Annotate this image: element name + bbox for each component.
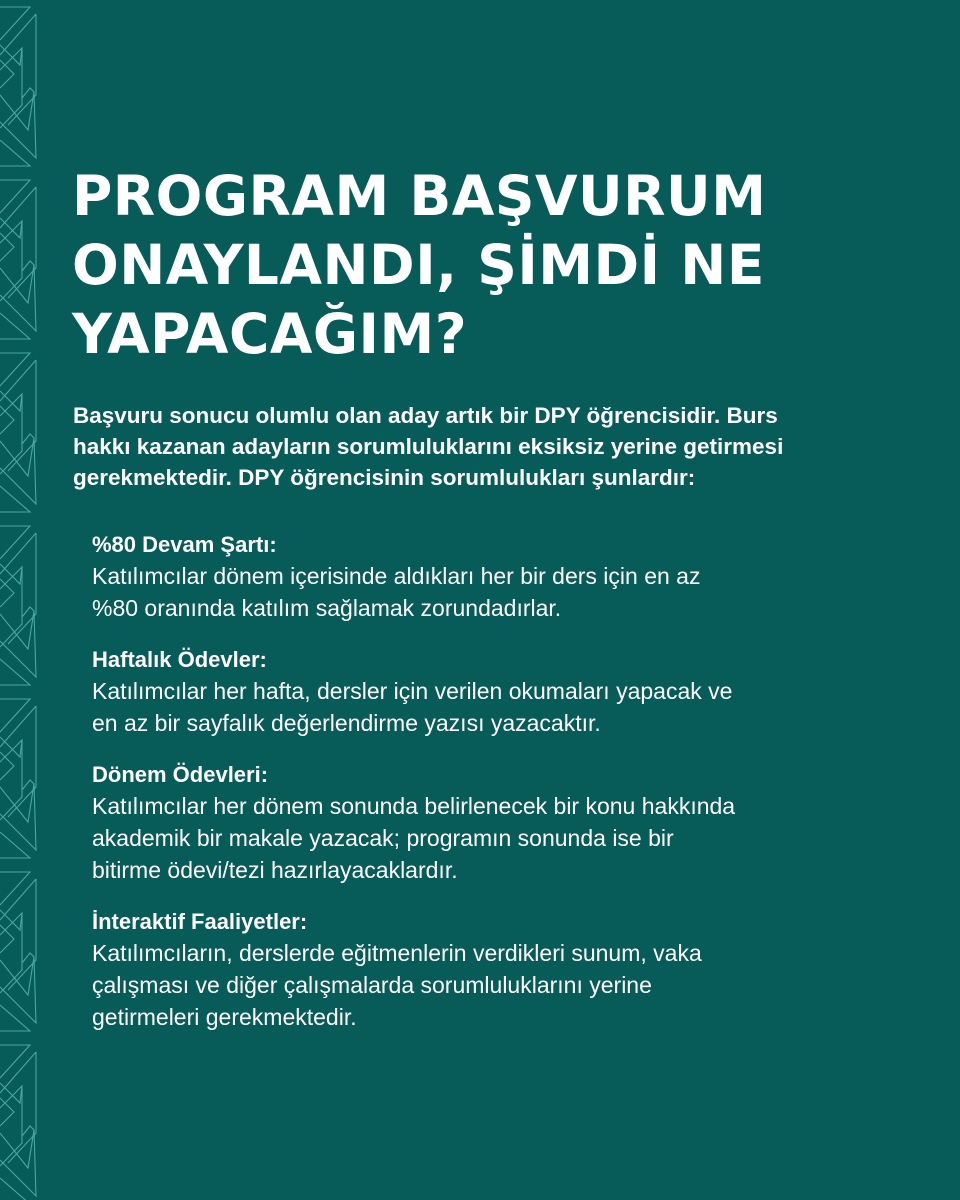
section-attendance [92,529,912,624]
section-title: Dönem Ödevleri: [92,762,269,787]
section-text: Katılımcılar dönem içerisinde aldıkları her bir ders için en az [92,563,701,589]
section-text: Katılımcıların, derslerde eğitmenlerin verdikleri sunum, vaka [92,940,702,966]
page-title [72,162,892,369]
title-line: YAPACAĞIM? [72,302,468,366]
section-text: çalışması ve diğer çalışmalarda sorumluluklarını yerine [92,972,652,998]
section-text: akademik bir makale yazacak; programın sonunda ise bir [92,825,674,851]
section-weekly-assignments [92,644,912,739]
section-text: Katılımcılar her hafta, dersler için verilen okumaları yapacak ve [92,678,733,704]
title-line: ONAYLANDI, ŞİMDİ NE [72,233,765,297]
section-title: İnteraktif Faaliyetler: [92,909,308,934]
section-interactive-activities [92,906,912,1033]
intro-line: gerekmektedir. DPY öğrencisinin sorumlulukları şunlardır: [73,465,696,490]
section-text: bitirme ödevi/tezi hazırlayacaklardır. [92,857,458,883]
section-title: Haftalık Ödevler: [92,647,267,672]
intro-line: hakkı kazanan adayların sorumluluklarını eksiksiz yerine getirmesi [73,434,784,459]
section-text: getirmeleri gerekmektedir. [92,1004,357,1030]
geometric-border-pattern [0,0,40,1200]
intro-line: Başvuru sonucu olumlu olan aday artık bir DPY öğrencisidir. Burs [73,403,778,428]
title-line: PROGRAM BAŞVURUM [72,164,767,228]
section-title: %80 Devam Şartı: [92,532,277,557]
responsibilities-list [92,529,912,1053]
section-text: en az bir sayfalık değerlendirme yazısı yazacaktır. [92,710,601,736]
section-text: Katılımcılar her dönem sonunda belirlenecek bir konu hakkında [92,793,736,819]
section-text: %80 oranında katılım sağlamak zorundadırlar. [92,595,562,621]
section-term-assignments [92,759,912,886]
intro-paragraph [73,400,923,493]
